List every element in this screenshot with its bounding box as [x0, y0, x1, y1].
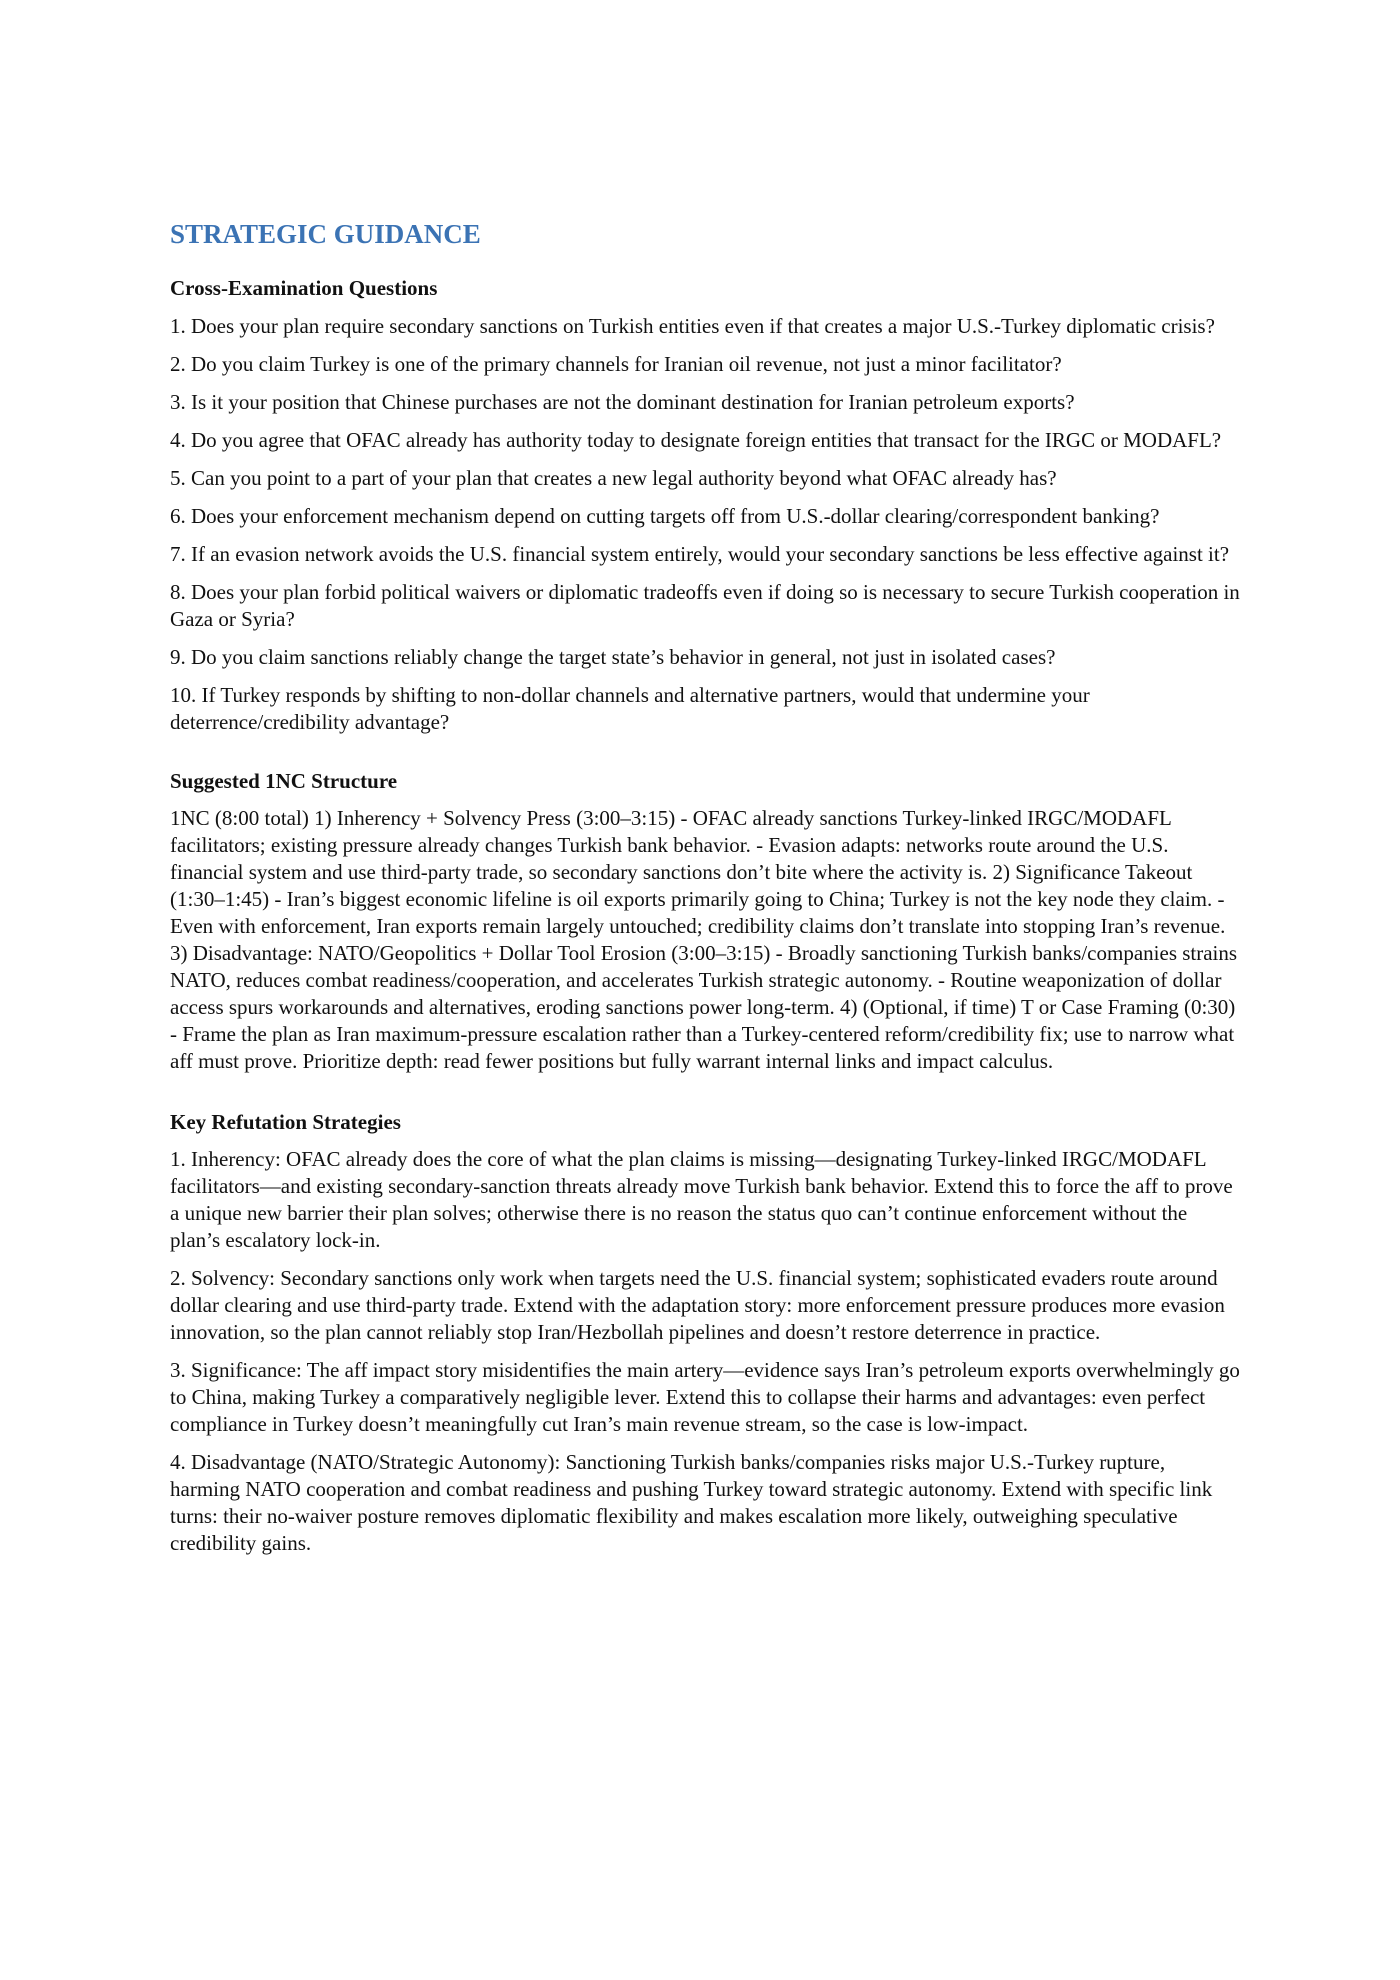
question-item: 4. Do you agree that OFAC already has authority today to designate foreign entities that transact for the IRGC or MODAFL? [170, 427, 1222, 452]
structure-paragraph: 1NC (8:00 total) 1) Inherency + Solvency Press (3:00–3:15) - OFAC already sanctions Turkey-linked IRGC/MODAFL facilitators; existing pressure already changes Turkish bank behavior. - Evasion adapts: networks route around the U.S. financial system and use third-party trade, so secondary sanctions don’t bite where the activity is. 2) Significance Takeout (1:30–1:45) - Iran’s biggest economic lifeline is oil exports primarily going to China; Turkey is not the key node they claim. - Even with enforcement, Iran exports remain largely untouched; credibility claims don’t translate into stopping Iran’s revenue. 3) Disadvantage: NATO/Geopolitics + Dollar Tool Erosion (3:00–3:15) - Broadly sanctioning Turkish banks/companies strains NATO, reduces combat readiness/cooperation, and accelerates Turkish strategic autonomy. - Routine weaponization of dollar access spurs workarounds and alternatives, eroding sanctions power long-term. 4) (Optional, if time) T or Case Framing (0:30) - Frame the plan as Iran maximum-pressure escalation rather than a Turkey-centered reform/credibility fix; use to narrow what aff must prove. Prioritize depth: read fewer positions but fully warrant internal links and impact calculus. [170, 805, 1238, 1073]
question-item: 3. Is it your position that Chinese purchases are not the dominant destination for Iranian petroleum exports? [170, 389, 1075, 414]
question-item: 5. Can you point to a part of your plan that creates a new legal authority beyond what OFAC already has? [170, 465, 1057, 490]
section-heading: Key Refutation Strategies [170, 1109, 401, 1134]
question-item: 10. If Turkey responds by shifting to non-dollar channels and alternative partners, would that undermine your deterrence/credibility advantage? [170, 682, 1090, 734]
cross-examination-section [170, 275, 1240, 735]
section-heading: Suggested 1NC Structure [170, 768, 398, 793]
1nc-structure-section [170, 768, 1240, 1075]
question-item: 1. Does your plan require secondary sanctions on Turkish entities even if that creates a major U.S.-Turkey diplomatic crisis? [170, 313, 1215, 338]
document-page [170, 218, 1240, 1591]
question-item: 6. Does your enforcement mechanism depend on cutting targets off from U.S.-dollar clearing/correspondent banking? [170, 503, 1160, 528]
question-item: 8. Does your plan forbid political waivers or diplomatic tradeoffs even if doing so is necessary to secure Turkish cooperation in Gaza or Syria? [170, 579, 1240, 631]
refutation-item: 2. Solvency: Secondary sanctions only work when targets need the U.S. financial system; sophisticated evaders route around dollar clearing and use third-party trade. Extend with the adaptation story: more enforcement pressure produces more evasion innovation, so the plan cannot reliably stop Iran/Hezbollah pipelines and doesn’t restore deterrence in practice. [170, 1266, 1225, 1345]
page-title: STRATEGIC GUIDANCE [170, 219, 481, 249]
section-heading: Cross-Examination Questions [170, 276, 438, 301]
refutation-item: 4. Disadvantage (NATO/Strategic Autonomy): Sanctioning Turkish banks/companies risks major U.S.-Turkey rupture, harming NATO cooperation and combat readiness and pushing Turkey toward strategic autonomy. Extend with specific link turns: their no-waiver posture removes diplomatic flexibility and makes escalation more likely, outweighing speculative credibility gains. [170, 1450, 1213, 1556]
question-item: 9. Do you claim sanctions reliably change the target state’s behavior in general, not just in isolated cases? [170, 644, 1056, 669]
question-item: 7. If an evasion network avoids the U.S. financial system entirely, would your secondary sanctions be less effective against it? [170, 541, 1230, 566]
refutation-item: 1. Inherency: OFAC already does the core of what the plan claims is missing—designating Turkey-linked IRGC/MODAFL facilitators—and existing secondary-sanction threats already move Turkish bank behavior. Extend this to force the aff to prove a unique new barrier their plan solves; otherwise there is no reason the status quo can’t continue enforcement without the plan’s escalatory lock-in. [170, 1147, 1233, 1253]
question-item: 2. Do you claim Turkey is one of the primary channels for Iranian oil revenue, not just a minor facilitator? [170, 351, 1062, 376]
refutation-item: 3. Significance: The aff impact story misidentifies the main artery—evidence says Iran’s petroleum exports overwhelmingly go to China, making Turkey a comparatively negligible lever. Extend this to collapse their harms and advantages: even perfect compliance in Turkey doesn’t meaningfully cut Iran’s main revenue stream, so the case is low-impact. [170, 1358, 1240, 1437]
refutation-section [170, 1109, 1240, 1557]
